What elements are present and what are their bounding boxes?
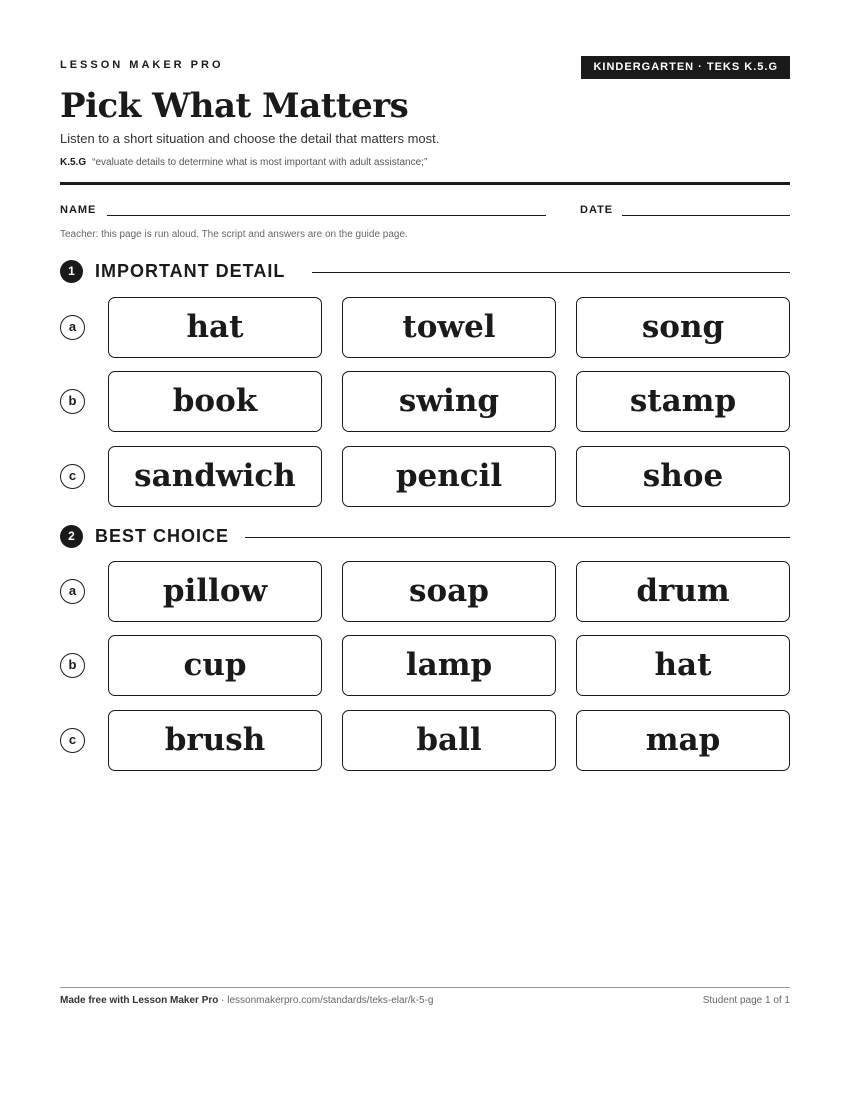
worksheet-page: [60, 0, 790, 1100]
grade-badge: KINDERGARTEN · TEKS K.5.G: [581, 56, 790, 79]
row-letter: a: [60, 579, 85, 604]
section-1-header: [60, 259, 790, 283]
section-number: 1: [60, 260, 83, 283]
date-label: DATE: [580, 204, 614, 216]
choice-card[interactable]: drum: [576, 561, 790, 622]
standard-line: [60, 157, 427, 168]
standard-code: K.5.G: [60, 157, 87, 168]
choice-card[interactable]: pillow: [108, 561, 322, 622]
choice-card[interactable]: towel: [342, 297, 556, 358]
question-row: [60, 371, 790, 433]
choice-card[interactable]: swing: [342, 371, 556, 432]
footer-divider: [60, 987, 790, 988]
choice-card[interactable]: hat: [576, 635, 790, 696]
choice-card[interactable]: shoe: [576, 446, 790, 507]
brand-name: LESSON MAKER PRO: [60, 59, 224, 71]
row-letter: a: [60, 315, 85, 340]
page-subtitle: Listen to a short situation and choose the detail that matters most.: [60, 131, 440, 146]
name-date-row: [60, 204, 790, 220]
name-label: NAME: [60, 204, 97, 216]
footer-made-with: Made free with Lesson Maker Pro: [60, 995, 219, 1006]
question-row: [60, 710, 790, 772]
row-letter: c: [60, 728, 85, 753]
question-row: [60, 561, 790, 623]
choice-card[interactable]: brush: [108, 710, 322, 771]
section-divider: [312, 272, 790, 273]
choice-card[interactable]: song: [576, 297, 790, 358]
header-row: [60, 56, 790, 80]
page-title: Pick What Matters: [60, 86, 409, 126]
choice-card[interactable]: cup: [108, 635, 322, 696]
question-row: [60, 635, 790, 697]
date-field[interactable]: [622, 215, 790, 216]
choice-card[interactable]: ball: [342, 710, 556, 771]
choice-card[interactable]: hat: [108, 297, 322, 358]
question-row: [60, 446, 790, 508]
row-letter: b: [60, 653, 85, 678]
section-title: BEST CHOICE: [95, 526, 230, 546]
section-title: IMPORTANT DETAIL: [95, 261, 286, 281]
row-letter: b: [60, 389, 85, 414]
choice-card[interactable]: book: [108, 371, 322, 432]
footer-url[interactable]: · lessonmakerpro.com/standards/teks-elar/k-5-g: [218, 995, 434, 1006]
teacher-note: Teacher: this page is run aloud. The script and answers are on the guide page.: [60, 229, 408, 240]
footer-page-number: Student page 1 of 1: [702, 995, 790, 1006]
section-divider: [245, 537, 790, 538]
question-row: [60, 297, 790, 359]
choice-card[interactable]: map: [576, 710, 790, 771]
choice-card[interactable]: lamp: [342, 635, 556, 696]
choice-card[interactable]: sandwich: [108, 446, 322, 507]
footer-credit: [60, 995, 433, 1006]
section-number: 2: [60, 525, 83, 548]
row-letter: c: [60, 464, 85, 489]
choice-card[interactable]: pencil: [342, 446, 556, 507]
name-field[interactable]: [107, 215, 546, 216]
choice-card[interactable]: soap: [342, 561, 556, 622]
choice-card[interactable]: stamp: [576, 371, 790, 432]
section-2-header: [60, 524, 790, 548]
header-divider: [60, 182, 790, 185]
standard-text: “evaluate details to determine what is most important with adult assistance;”: [92, 157, 428, 168]
